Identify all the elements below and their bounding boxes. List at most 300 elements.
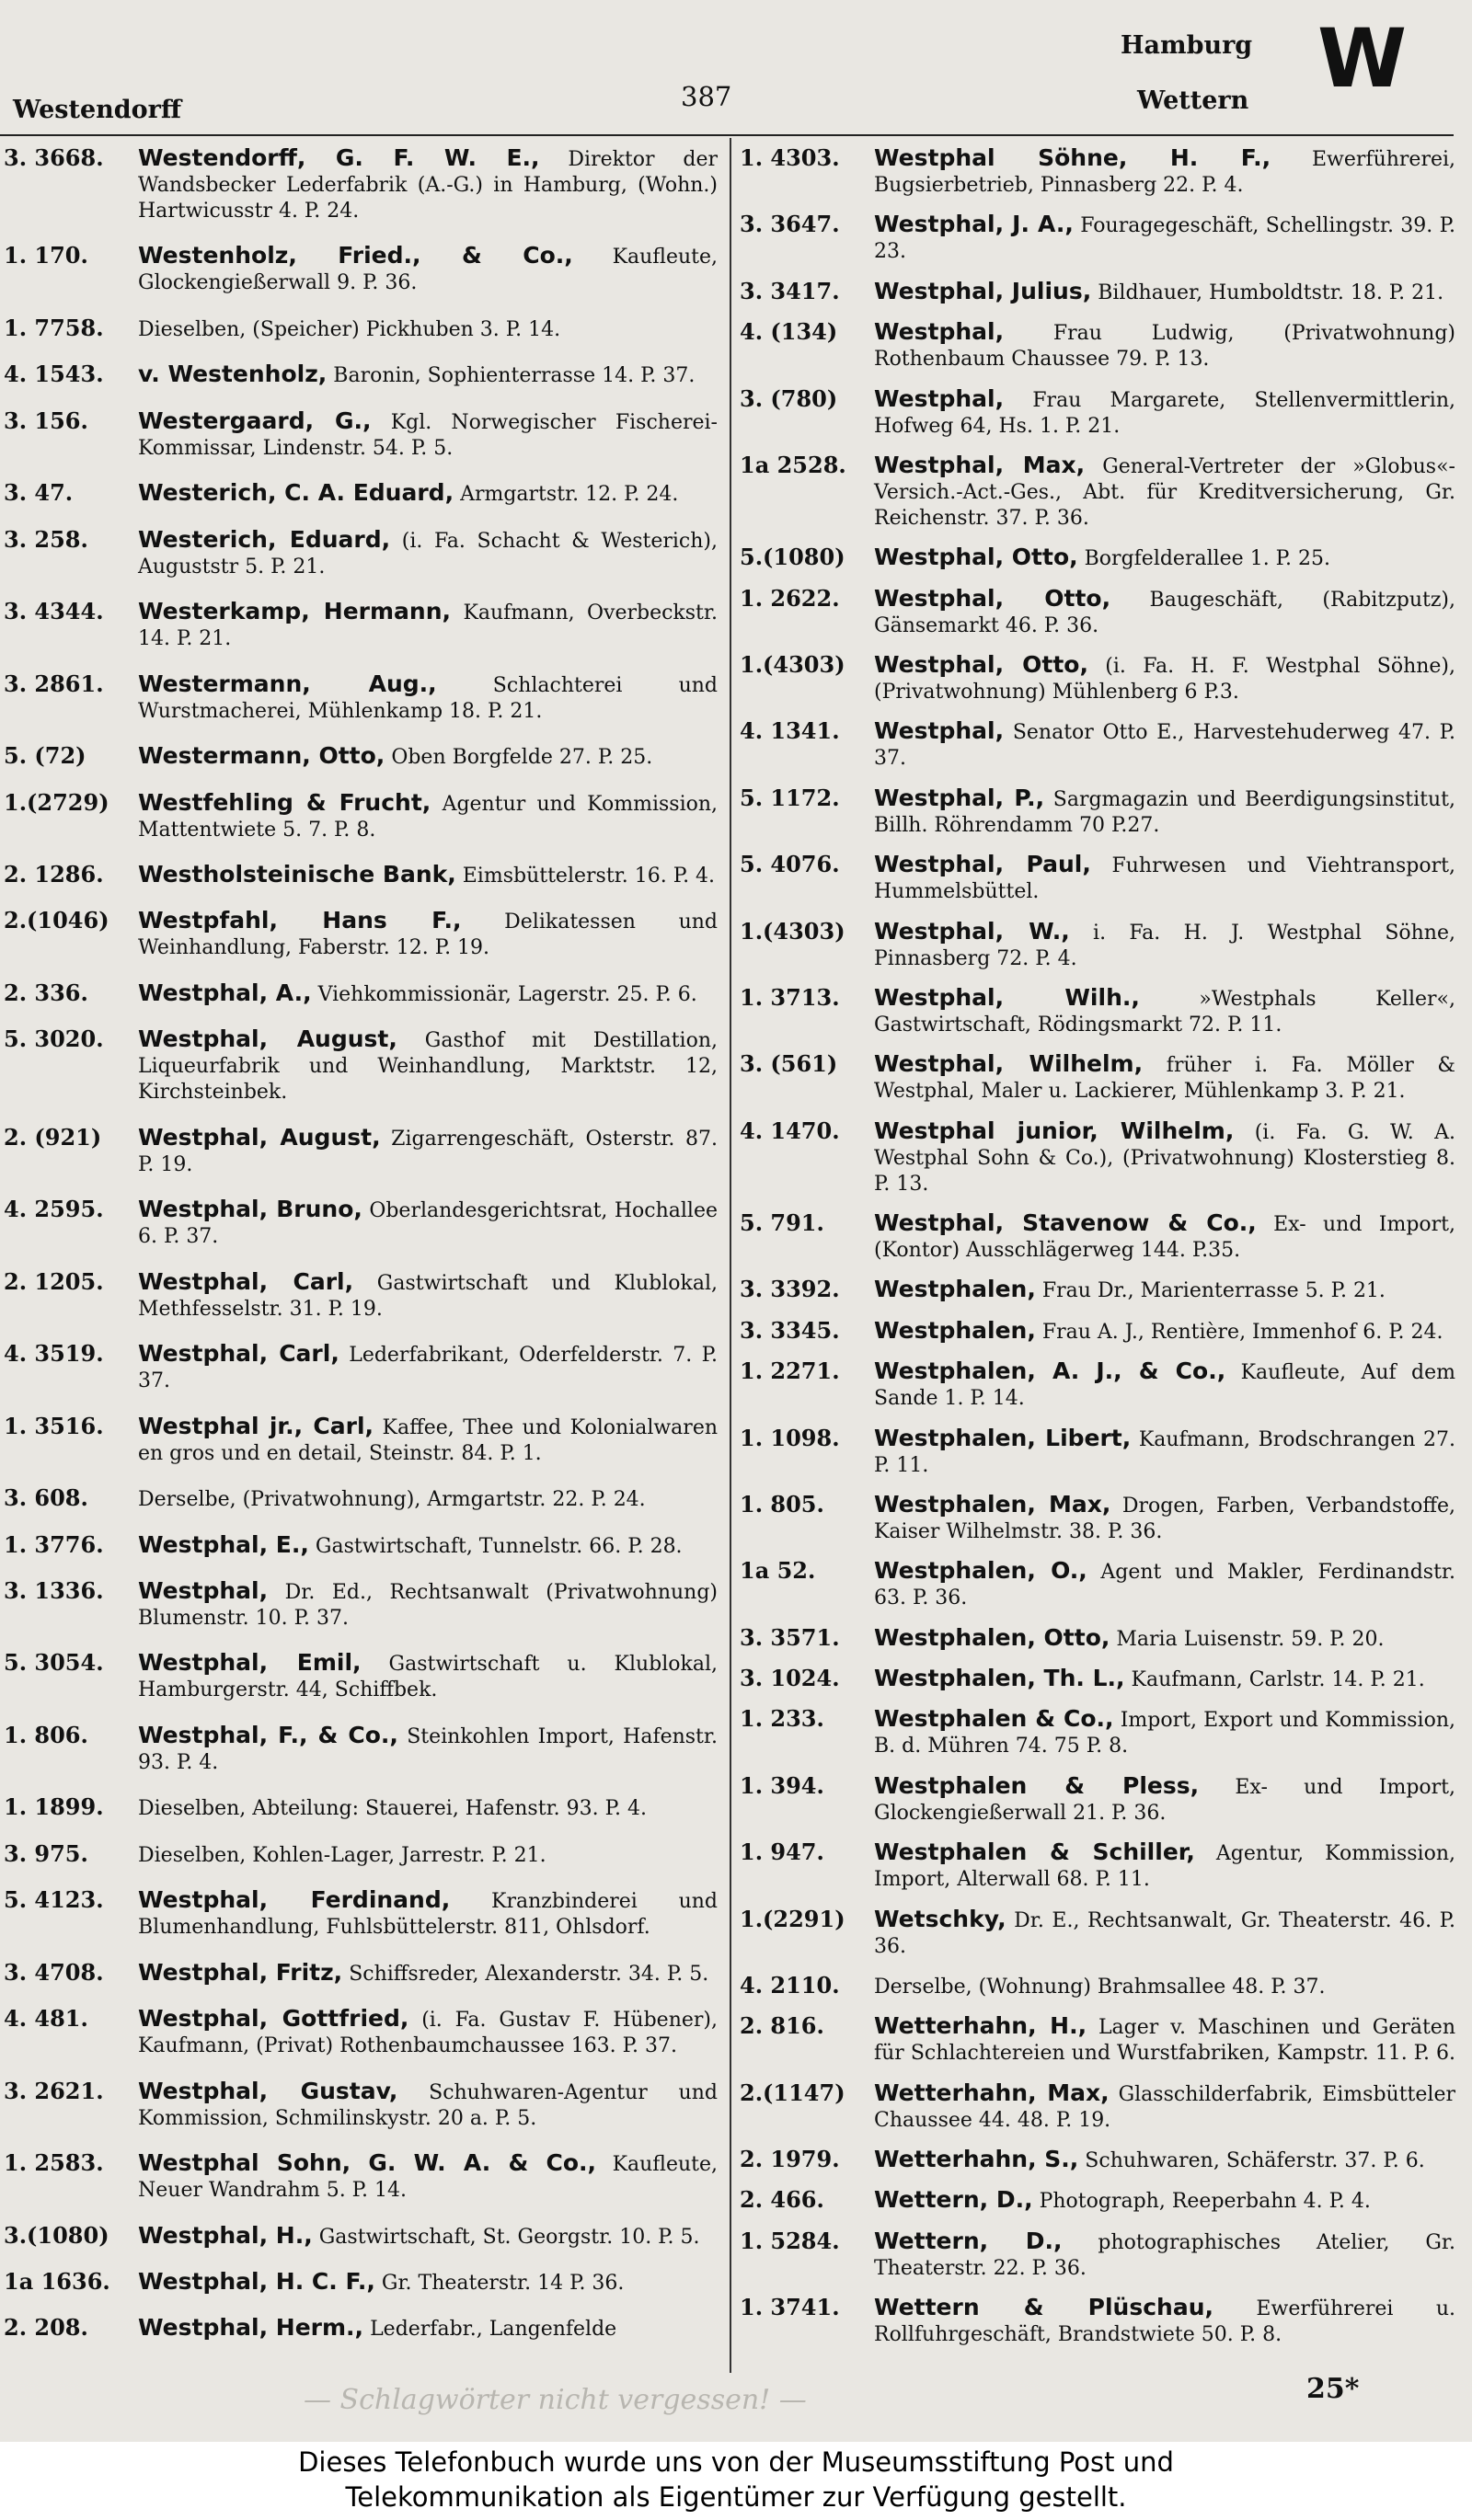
entry-phone-number: 1. 2271. bbox=[740, 1358, 840, 1385]
header-city: Hamburg bbox=[1121, 31, 1253, 60]
entry-phone-number: 1. 805. bbox=[740, 1491, 824, 1518]
entry-phone-number: 2. 1286. bbox=[4, 861, 104, 888]
entry-phone-number: 5.(1080) bbox=[740, 544, 845, 571]
entry-details: Dr. E., Rechtsanwalt, Gr. Theaterstr. 46. P. 36. bbox=[874, 1908, 1455, 1958]
entry-details: Kaufmann, Overbeckstr. 14. P. 21. bbox=[138, 601, 718, 651]
entry-name: Westphal, Ferdinand, bbox=[138, 1887, 451, 1914]
entry-details: photographisches Atelier, Gr. Theaterstr. 22. P. 36. bbox=[874, 2230, 1456, 2280]
entry-name: Westphal Söhne, H. F., bbox=[874, 145, 1271, 171]
entry-phone-number: 1.(2729) bbox=[4, 789, 109, 816]
entry-body bbox=[874, 1318, 1455, 1346]
directory-entry bbox=[736, 386, 1463, 440]
entry-name: Westphal, H. C. F., bbox=[138, 2268, 375, 2295]
entry-phone-number: 4. 1470. bbox=[740, 1117, 840, 1144]
footer-ghost-text: — Schlagwörter nicht vergessen! — bbox=[304, 2384, 807, 2416]
entry-details: Kaufmann, Carlstr. 14. P. 21. bbox=[1131, 1668, 1425, 1691]
directory-entry bbox=[736, 1907, 1463, 1960]
entry-name: Westpfahl, Hans F., bbox=[138, 908, 462, 934]
entry-name: Westphal, Fritz, bbox=[138, 1959, 343, 1986]
directory-entry bbox=[0, 1485, 725, 1513]
entry-name: Westphal, bbox=[874, 718, 1005, 745]
header-rule bbox=[0, 134, 1454, 136]
entry-phone-number: 3. 608. bbox=[4, 1485, 88, 1512]
left-column bbox=[0, 145, 725, 2362]
entry-details: Kaffee, Thee und Kolonialwaren en gros und en detail, Steinstr. 84. P. 1. bbox=[138, 1415, 719, 1465]
directory-entry bbox=[0, 1414, 725, 1467]
entry-phone-number: 2.(1046) bbox=[4, 908, 109, 934]
entry-name: Westphal Sohn, G. W. A. & Co., bbox=[138, 2150, 597, 2177]
entry-details: Frau Dr., Marienterrasse 5. P. 21. bbox=[1041, 1279, 1386, 1303]
entry-phone-number: 4. 3519. bbox=[4, 1341, 104, 1368]
directory-entry bbox=[0, 145, 725, 224]
entry-phone-number: 1. 233. bbox=[740, 1706, 824, 1733]
entry-details: Lederfabrikant, Oderfelderstr. 7. P. 37. bbox=[138, 1344, 718, 1393]
entry-phone-number: 3. (780) bbox=[740, 385, 838, 412]
entry-name: Westphalen, Otto, bbox=[874, 1624, 1110, 1651]
entry-body bbox=[138, 1723, 718, 1776]
directory-entry bbox=[736, 2295, 1463, 2348]
directory-entry bbox=[0, 1125, 725, 1178]
entry-body bbox=[138, 243, 718, 296]
entry-name: Westfehling & Frucht, bbox=[138, 789, 431, 816]
entry-name: Westphal, Wilhelm, bbox=[874, 1051, 1144, 1078]
entry-details: Derselbe, (Privatwohnung), Armgartstr. 22. P. 24. bbox=[138, 1488, 646, 1512]
entry-phone-number: 3. 3392. bbox=[740, 1277, 840, 1303]
entry-name: Wettern, D., bbox=[874, 2187, 1033, 2214]
entry-name: Westphal, bbox=[874, 385, 1005, 412]
entry-body bbox=[138, 1341, 718, 1394]
entry-body bbox=[874, 1426, 1455, 1479]
directory-entry bbox=[0, 1794, 725, 1822]
caption bbox=[0, 2445, 1472, 2514]
directory-entry bbox=[736, 852, 1463, 905]
entry-details: Gastwirtschaft und Klublokal, Methfesselstr. 31. P. 19. bbox=[138, 1271, 718, 1321]
entry-body bbox=[874, 2295, 1455, 2348]
entry-body bbox=[874, 452, 1455, 532]
entry-body bbox=[874, 145, 1455, 199]
entry-name: Westerich, Eduard, bbox=[138, 526, 391, 553]
directory-entry bbox=[0, 1841, 725, 1869]
entry-name: Westphal, Max, bbox=[874, 452, 1086, 478]
entry-body bbox=[874, 544, 1455, 572]
entry-name: Westphal, E., bbox=[138, 1531, 309, 1558]
entry-body bbox=[874, 1558, 1455, 1611]
entry-details: (i. Fa. H. F. Westphal Söhne), (Privatwohnung) Mühlenberg 6 P.3. bbox=[874, 655, 1456, 704]
directory-entry bbox=[0, 361, 725, 389]
entry-details: (i. Fa. Gustav F. Hübener), Kaufmann, (Privat) Rothenbaumchaussee 163. P. 37. bbox=[138, 2009, 718, 2058]
entry-details: Lederfabr., Langenfelde bbox=[370, 2318, 617, 2342]
entry-phone-number: 2.(1147) bbox=[740, 2079, 845, 2106]
directory-entry bbox=[736, 145, 1463, 199]
entry-phone-number: 3. 975. bbox=[4, 1840, 88, 1867]
entry-details: Derselbe, (Wohnung) Brahmsallee 48. P. 37. bbox=[874, 1975, 1326, 1999]
directory-entry bbox=[736, 2013, 1463, 2067]
directory-entry bbox=[0, 1026, 725, 1105]
entry-body bbox=[874, 2013, 1455, 2067]
entry-details: Fouragegeschäft, Schellingstr. 39. P. 23. bbox=[874, 214, 1456, 264]
directory-entry bbox=[736, 985, 1463, 1038]
entry-details: Schuhwaren-Agentur und Kommission, Schmilinskystr. 20 a. P. 5. bbox=[138, 2080, 718, 2130]
entry-body bbox=[874, 919, 1455, 972]
entry-body bbox=[138, 1578, 718, 1632]
caption-line-1: Dieses Telefonbuch wurde uns von der Museumsstiftung Post und bbox=[298, 2446, 1174, 2478]
entry-body bbox=[138, 2006, 718, 2059]
directory-entry bbox=[736, 1358, 1463, 1412]
entry-phone-number: 1. 4303. bbox=[740, 145, 840, 171]
directory-entry bbox=[0, 2315, 725, 2342]
entry-details: Oben Borgfelde 27. P. 25. bbox=[391, 746, 653, 770]
entry-phone-number: 5. 4123. bbox=[4, 1887, 104, 1914]
entry-details: Schiffsreder, Alexanderstr. 34. P. 5. bbox=[349, 1962, 709, 1986]
directory-entry bbox=[0, 2079, 725, 2132]
entry-details: Bildhauer, Humboldtstr. 18. P. 21. bbox=[1098, 281, 1444, 304]
entry-phone-number: 1a 2528. bbox=[740, 452, 846, 478]
entry-phone-number: 1a 52. bbox=[740, 1558, 816, 1585]
page-number: 387 bbox=[681, 81, 732, 112]
entry-name: Wettern & Plüschau, bbox=[874, 2295, 1214, 2321]
directory-entry bbox=[0, 480, 725, 508]
entry-details: Ex- und Import, Glockengießerwall 21. P. 36. bbox=[874, 1775, 1455, 1825]
entry-body bbox=[874, 1973, 1455, 2000]
directory-entry bbox=[0, 743, 725, 771]
entry-phone-number: 4. 481. bbox=[4, 2006, 88, 2033]
entry-details: Viehkommissionär, Lagerstr. 25. P. 6. bbox=[317, 982, 697, 1006]
directory-entry bbox=[736, 1210, 1463, 1264]
directory-entry bbox=[0, 599, 725, 652]
column-divider bbox=[730, 138, 731, 2373]
entry-phone-number: 1. 2622. bbox=[740, 585, 840, 612]
entry-details: Gastwirtschaft u. Klublokal, Hamburgerstr. 44, Schiffbek. bbox=[138, 1653, 719, 1702]
entry-body bbox=[138, 1197, 718, 1250]
directory-entry bbox=[736, 1558, 1463, 1611]
entry-name: Westphal, Otto, bbox=[874, 544, 1078, 571]
entry-body bbox=[874, 1358, 1455, 1412]
entry-phone-number: 5. 1172. bbox=[740, 785, 840, 811]
directory-entry bbox=[736, 785, 1463, 839]
entry-body bbox=[874, 2147, 1455, 2174]
directory-entry bbox=[736, 1118, 1463, 1197]
entry-phone-number: 3.(1080) bbox=[4, 2222, 109, 2249]
directory-entry bbox=[736, 1706, 1463, 1759]
directory-entry bbox=[0, 1723, 725, 1776]
entry-phone-number: 1.(2291) bbox=[740, 1906, 845, 1932]
directory-entry bbox=[736, 212, 1463, 265]
entry-name: Westphal, Emil, bbox=[138, 1650, 362, 1677]
entry-body bbox=[138, 527, 718, 580]
directory-entry bbox=[0, 790, 725, 843]
entry-name: Westermann, Otto, bbox=[138, 743, 385, 770]
entry-body bbox=[138, 2079, 718, 2132]
directory-entry bbox=[0, 243, 725, 296]
entry-name: Westphal, bbox=[874, 319, 1005, 346]
entry-body bbox=[874, 1773, 1455, 1827]
entry-phone-number: 2. 208. bbox=[4, 2315, 88, 2342]
entry-body bbox=[138, 599, 718, 652]
entry-phone-number: 4. 1341. bbox=[740, 718, 840, 745]
entry-details: Kaufmann, Brodschrangen 27. P. 11. bbox=[874, 1427, 1456, 1477]
entry-phone-number: 1. 2583. bbox=[4, 2150, 104, 2177]
entry-details: früher i. Fa. Möller & Westphal, Maler u. Lackierer, Mühlenkamp 3. P. 21. bbox=[874, 1054, 1455, 1104]
entry-body bbox=[874, 785, 1455, 839]
directory-entry bbox=[0, 527, 725, 580]
entry-body bbox=[138, 315, 718, 343]
directory-entry bbox=[736, 1773, 1463, 1827]
entry-details: Zigarrengeschäft, Osterstr. 87. P. 19. bbox=[138, 1127, 718, 1176]
entry-body bbox=[874, 586, 1455, 639]
entry-name: Wetterhahn, Max, bbox=[874, 2079, 1110, 2106]
entry-name: Westphal, Carl, bbox=[138, 1341, 339, 1368]
entry-phone-number: 3. 3571. bbox=[740, 1624, 840, 1651]
entry-phone-number: 4. (134) bbox=[740, 319, 838, 346]
directory-entry bbox=[736, 1277, 1463, 1304]
entry-phone-number: 2. 816. bbox=[740, 2013, 824, 2040]
entry-phone-number: 3. (561) bbox=[740, 1051, 838, 1078]
directory-entry bbox=[736, 1492, 1463, 1545]
entry-details: Schlachterei und Wurstmacherei, Mühlenkamp 18. P. 21. bbox=[138, 673, 718, 723]
entry-details: Maria Luisenstr. 59. P. 20. bbox=[1116, 1627, 1385, 1651]
entry-details: »Westphals Keller«, Gastwirtschaft, Rödingsmarkt 72. P. 11. bbox=[874, 987, 1455, 1037]
entry-phone-number: 4. 2110. bbox=[740, 1972, 840, 1999]
entry-details: Kaufleute, Glockengießerwall 9. P. 36. bbox=[138, 246, 719, 295]
entry-phone-number: 1. 3776. bbox=[4, 1531, 104, 1558]
entry-details: Direktor der Wandsbecker Lederfabrik (A.-G.) in Hamburg, (Wohn.) Hartwicusstr 4. P. 24. bbox=[138, 148, 718, 223]
entry-phone-number: 4. 2595. bbox=[4, 1197, 104, 1223]
entry-phone-number: 1.(4303) bbox=[740, 652, 845, 678]
entry-body bbox=[138, 862, 718, 889]
directory-entry bbox=[0, 1532, 725, 1560]
entry-name: Wettern, D., bbox=[874, 2228, 1063, 2254]
entry-details: (i. Fa. G. W. A. Westphal Sohn & Co.), (Privatwohnung) Klosterstieg 8. P. 13. bbox=[874, 1120, 1455, 1196]
entry-details: Schuhwaren, Schäferstr. 37. P. 6. bbox=[1085, 2149, 1425, 2172]
entry-phone-number: 1. 7758. bbox=[4, 315, 104, 341]
entry-phone-number: 3. 2861. bbox=[4, 670, 104, 697]
entry-name: Westphalen & Co., bbox=[874, 1706, 1114, 1733]
directory-entry bbox=[0, 908, 725, 961]
entry-details: Drogen, Farben, Verbandstoffe, Kaiser Wilhelmstr. 38. P. 36. bbox=[874, 1494, 1455, 1543]
directory-entry bbox=[0, 2150, 725, 2204]
entry-name: Westphalen, Max, bbox=[874, 1491, 1111, 1518]
entry-details: Frau A. J., Rentière, Immenhof 6. P. 24. bbox=[1041, 1320, 1443, 1344]
directory-entry bbox=[0, 671, 725, 725]
entry-phone-number: 2. 336. bbox=[4, 979, 88, 1006]
entry-phone-number: 3. 3345. bbox=[740, 1317, 840, 1344]
entry-name: Westphalen, O., bbox=[874, 1558, 1087, 1585]
directory-entry bbox=[736, 586, 1463, 639]
entry-name: Westphal jr., Carl, bbox=[138, 1413, 374, 1439]
directory-entry bbox=[0, 1578, 725, 1632]
caption-line-2: Telekommunikation als Eigentümer zur Verfügung gestellt. bbox=[345, 2481, 1127, 2513]
entry-name: Westphalen, A. J., & Co., bbox=[874, 1358, 1226, 1385]
entry-name: Westphal, Gottfried, bbox=[138, 2006, 409, 2033]
entry-details: Eimsbüttelerstr. 16. P. 4. bbox=[462, 864, 716, 888]
entry-body bbox=[874, 652, 1455, 705]
directory-entry bbox=[736, 452, 1463, 532]
directory-entry bbox=[736, 1426, 1463, 1479]
entry-body bbox=[138, 671, 718, 725]
entry-details: Glasschilderfabrik, Eimsbütteler Chaussee 44. 48. P. 19. bbox=[874, 2082, 1455, 2132]
entry-phone-number: 5. 4076. bbox=[740, 852, 840, 878]
entry-phone-number: 5. 3020. bbox=[4, 1026, 104, 1053]
entry-details: Gastwirtschaft, Tunnelstr. 66. P. 28. bbox=[315, 1534, 683, 1558]
directory-entry bbox=[0, 1197, 725, 1250]
directory-entry bbox=[736, 1666, 1463, 1693]
entry-details: Photograph, Reeperbahn 4. P. 4. bbox=[1039, 2190, 1371, 2214]
entry-details: Frau Margarete, Stellenvermittlerin, Hofweg 64, Hs. 1. P. 21. bbox=[874, 388, 1455, 438]
entry-phone-number: 3. 156. bbox=[4, 407, 88, 434]
directory-entry bbox=[0, 2269, 725, 2297]
entry-body bbox=[138, 908, 718, 961]
entry-body bbox=[138, 145, 718, 224]
directory-entry bbox=[736, 652, 1463, 705]
entry-body bbox=[874, 1625, 1455, 1653]
directory-entry bbox=[736, 1051, 1463, 1105]
right-column bbox=[736, 145, 1463, 2362]
entry-phone-number: 1. 3713. bbox=[740, 984, 840, 1011]
directory-entry bbox=[736, 2147, 1463, 2174]
entry-details: Kaufleute, Auf dem Sande 1. P. 14. bbox=[874, 1361, 1455, 1411]
entry-body bbox=[138, 2269, 718, 2297]
entry-body bbox=[138, 1960, 718, 1987]
entry-name: Westphal, bbox=[138, 1577, 269, 1604]
entry-body bbox=[874, 718, 1455, 772]
entry-name: Westphal, August, bbox=[138, 1026, 397, 1053]
entry-name: Westphal, Otto, bbox=[874, 585, 1111, 612]
entry-phone-number: 1. 806. bbox=[4, 1722, 88, 1748]
entry-body bbox=[874, 1051, 1455, 1105]
entry-body bbox=[874, 1907, 1455, 1960]
entry-details: Ewerführerei u. Rollfuhrgeschäft, Brandstwiete 50. P. 8. bbox=[874, 2297, 1456, 2347]
entry-name: Westphal, H., bbox=[138, 2222, 313, 2249]
entry-phone-number: 1. 3516. bbox=[4, 1413, 104, 1439]
entry-phone-number: 2. 466. bbox=[740, 2187, 824, 2214]
directory-entry bbox=[736, 1839, 1463, 1893]
entry-details: Kgl. Norwegischer Fischerei-Kommissar, Lindenstr. 54. P. 5. bbox=[138, 410, 718, 460]
entry-body bbox=[874, 852, 1455, 905]
header-left-word: Westendorff bbox=[13, 96, 182, 124]
entry-details: Import, Export und Kommission, B. d. Mühren 74. 75 P. 8. bbox=[874, 1709, 1455, 1758]
entry-details: Ewerführerei, Bugsierbetrieb, Pinnasberg 22. P. 4. bbox=[874, 148, 1456, 197]
entry-phone-number: 3. 47. bbox=[4, 480, 74, 507]
footer-page-mark: 25* bbox=[1306, 2373, 1360, 2405]
directory-entry bbox=[0, 1960, 725, 1987]
entry-details: Senator Otto E., Harvestehuderweg 47. P. 37. bbox=[874, 721, 1455, 771]
entry-body bbox=[874, 1277, 1455, 1304]
entry-body bbox=[874, 1706, 1455, 1759]
entry-name: Westphal junior, Wilhelm, bbox=[874, 1117, 1235, 1144]
entry-phone-number: 3. 3417. bbox=[740, 278, 840, 304]
entry-details: Baugeschäft, (Rabitzputz), Gänsemarkt 46. P. 36. bbox=[874, 588, 1455, 637]
directory-entry bbox=[736, 319, 1463, 372]
directory-entry bbox=[736, 718, 1463, 772]
entry-name: Wetschky, bbox=[874, 1906, 1006, 1932]
directory-entry bbox=[736, 544, 1463, 572]
directory-entry bbox=[0, 1650, 725, 1703]
entry-name: Westendorff, G. F. W. E., bbox=[138, 145, 540, 171]
entry-name: Westholsteinische Bank, bbox=[138, 861, 456, 888]
entry-body bbox=[874, 985, 1455, 1038]
entry-phone-number: 3. 1336. bbox=[4, 1577, 104, 1604]
directory-entry bbox=[736, 279, 1463, 306]
entry-name: Westerich, C. A. Eduard, bbox=[138, 480, 454, 507]
entry-name: v. Westenholz, bbox=[138, 361, 328, 388]
entry-phone-number: 5. 791. bbox=[740, 1210, 824, 1236]
entry-name: Westphal, Carl, bbox=[138, 1268, 354, 1295]
entry-phone-number: 4. 1543. bbox=[4, 361, 104, 388]
entry-body bbox=[874, 1492, 1455, 1545]
entry-body bbox=[138, 1887, 718, 1941]
entry-name: Westphalen, bbox=[874, 1317, 1036, 1344]
directory-entry bbox=[0, 315, 725, 343]
entry-body bbox=[138, 1485, 718, 1513]
entry-name: Westphal, Julius, bbox=[874, 278, 1092, 304]
entry-details: Gr. Theaterstr. 14 P. 36. bbox=[381, 2271, 625, 2295]
entry-name: Westphal, Stavenow & Co., bbox=[874, 1210, 1257, 1236]
directory-entry bbox=[0, 408, 725, 462]
entry-phone-number: 3. 3647. bbox=[740, 212, 840, 238]
entry-details: Kranzbinderei und Blumenhandlung, Fuhlsbüttelerstr. 811, Ohlsdorf. bbox=[138, 1890, 718, 1940]
entry-details: Sargmagazin und Beerdigungsinstitut, Billh. Röhrendamm 70 P.27. bbox=[874, 787, 1455, 837]
entry-phone-number: 1. 1899. bbox=[4, 1794, 104, 1821]
entry-name: Wetterhahn, H., bbox=[874, 2013, 1087, 2040]
directory-entry bbox=[736, 1625, 1463, 1653]
entry-body bbox=[138, 361, 718, 389]
directory-entry bbox=[0, 1269, 725, 1323]
header-right-word: Wettern bbox=[1137, 86, 1249, 115]
entry-body bbox=[138, 1841, 718, 1869]
entry-phone-number: 1. 1098. bbox=[740, 1425, 840, 1451]
entry-details: Borgfelderallee 1. P. 25. bbox=[1084, 547, 1330, 571]
entry-body bbox=[138, 1794, 718, 1822]
entry-phone-number: 2. 1205. bbox=[4, 1268, 104, 1295]
entry-body bbox=[138, 1414, 718, 1467]
entry-phone-number: 2. (921) bbox=[4, 1124, 102, 1151]
entry-body bbox=[874, 386, 1455, 440]
entry-body bbox=[138, 1650, 718, 1703]
entry-name: Westphal, Paul, bbox=[874, 852, 1091, 878]
entry-body bbox=[138, 1269, 718, 1323]
entry-name: Westphalen & Pless, bbox=[874, 1772, 1200, 1799]
entry-phone-number: 3. 4708. bbox=[4, 1959, 104, 1986]
entry-body bbox=[874, 2228, 1455, 2282]
entry-phone-number: 1.(4303) bbox=[740, 918, 845, 945]
entry-name: Westermann, Aug., bbox=[138, 670, 437, 697]
entry-name: Westergaard, G., bbox=[138, 407, 372, 434]
entry-phone-number: 3. 2621. bbox=[4, 2078, 104, 2104]
entry-details: Oberlandesgerichtsrat, Hochallee 6. P. 37. bbox=[138, 1199, 718, 1249]
directory-entry bbox=[0, 980, 725, 1008]
entry-phone-number: 1. 3741. bbox=[740, 2295, 840, 2321]
entry-name: Westphalen, Libert, bbox=[874, 1425, 1132, 1451]
entry-details: Frau Ludwig, (Privatwohnung) Rothenbaum Chaussee 79. P. 13. bbox=[874, 322, 1455, 372]
entry-phone-number: 1. 170. bbox=[4, 243, 88, 269]
directory-entry bbox=[0, 2223, 725, 2251]
entry-name: Westphal, Herm., bbox=[138, 2315, 364, 2342]
entry-body bbox=[138, 2150, 718, 2204]
entry-phone-number: 1a 1636. bbox=[4, 2268, 110, 2295]
entry-details: Fuhrwesen und Viehtransport, Hummelsbüttel. bbox=[874, 854, 1455, 904]
entry-body bbox=[138, 480, 718, 508]
entry-details: Gasthof mit Destillation, Liqueurfabrik und Weinhandlung, Marktstr. 12, Kirchsteinbek. bbox=[138, 1029, 718, 1105]
entry-phone-number: 3. 1024. bbox=[740, 1666, 840, 1691]
directory-entry bbox=[736, 1318, 1463, 1346]
entry-details: Agentur und Kommission, Mattentwiete 5. 7. P. 8. bbox=[138, 792, 719, 842]
entry-name: Westphal, W., bbox=[874, 918, 1070, 945]
entry-body bbox=[874, 2080, 1455, 2134]
entry-body bbox=[138, 2315, 718, 2342]
directory-entry bbox=[736, 2080, 1463, 2134]
entry-name: Westphalen, Th. L., bbox=[874, 1666, 1125, 1691]
entry-details: Lager v. Maschinen und Geräten für Schlachtereien und Wurstfabriken, Kampstr. 11. P. 6. bbox=[874, 2016, 1456, 2066]
